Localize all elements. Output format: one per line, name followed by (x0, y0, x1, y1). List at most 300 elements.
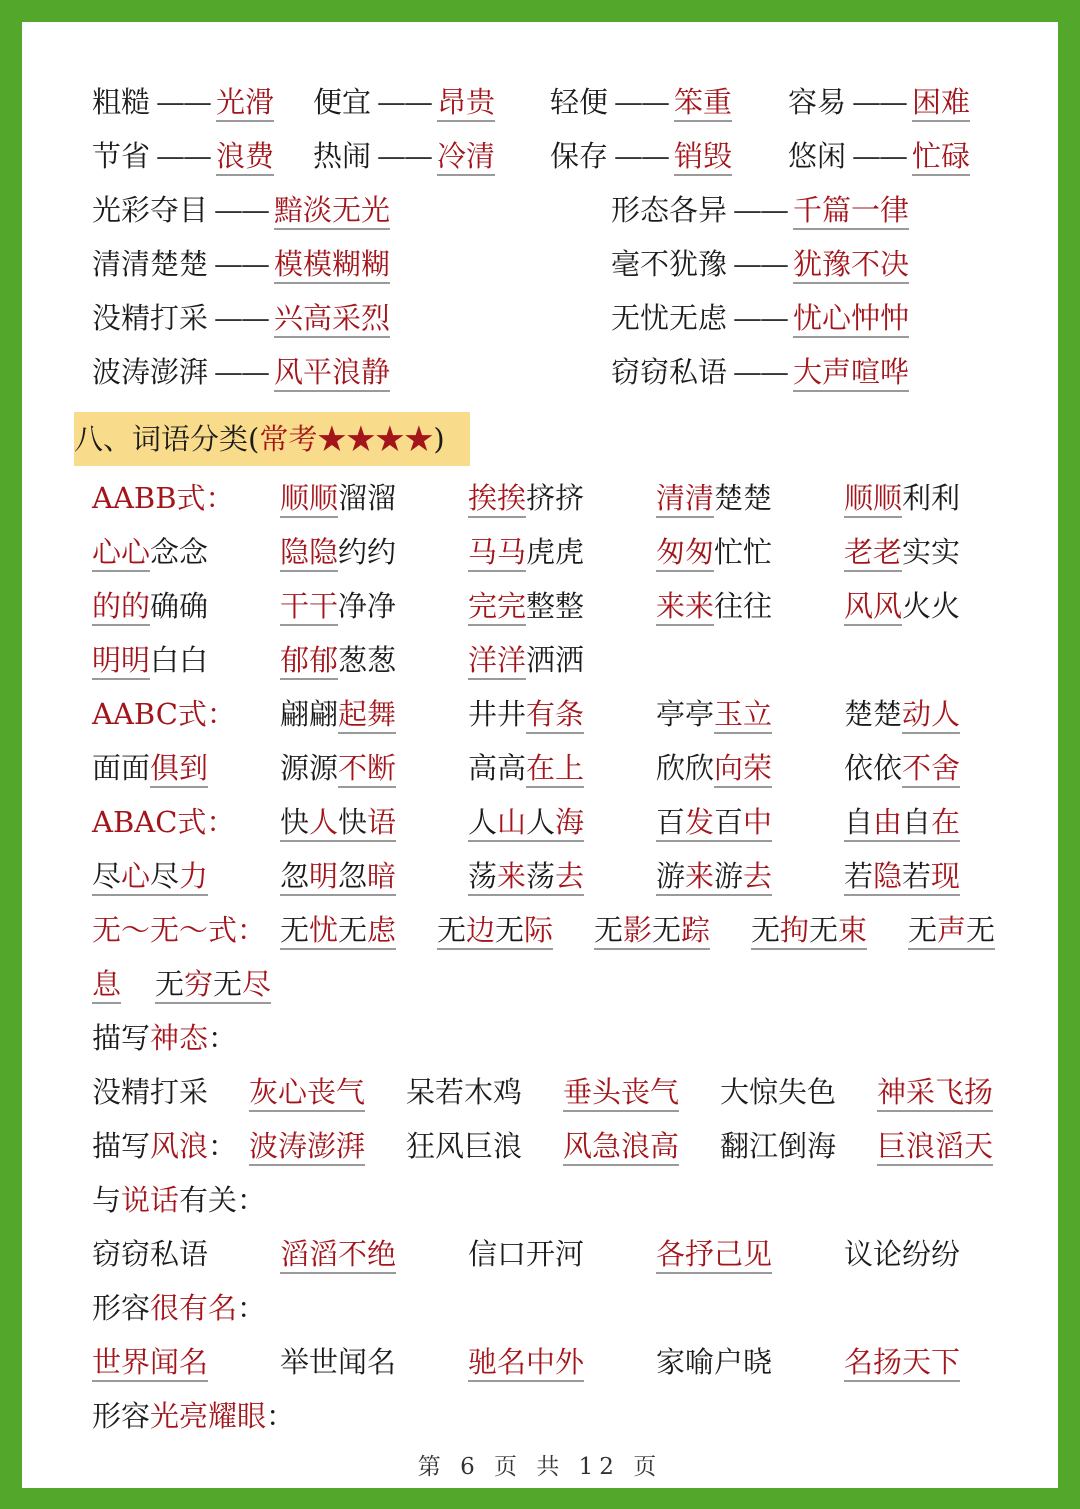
idiom-answer-char: 尽 (242, 967, 272, 1001)
word: 波涛澎湃 (92, 355, 209, 389)
antonym-row (22, 242, 1058, 286)
dash-separator: —— (377, 85, 432, 119)
antonym-pair (313, 80, 495, 124)
idiom-text: 葱葱 (338, 643, 397, 677)
phrase (280, 1232, 396, 1276)
phrase (844, 1340, 960, 1384)
idiom-underlined (656, 859, 772, 896)
idiom-answer-char: 语 (367, 805, 397, 839)
idiom-answer: 顺顺 (280, 481, 338, 518)
idiom-answer: 清清 (656, 481, 714, 518)
subcategory-row-youming (22, 1286, 1058, 1330)
category-row-aabb (22, 476, 1058, 520)
idiom-char: 无 (908, 913, 938, 947)
antonym-answer: 忙碌 (912, 139, 970, 176)
dash-separator: —— (733, 247, 788, 281)
antonym-answer: 销毁 (674, 139, 732, 176)
idiom-answer: 隐隐 (280, 535, 338, 572)
word: 保存 (550, 139, 609, 173)
category-row-abac (22, 800, 1058, 844)
idiom-underlined (468, 805, 584, 842)
star-rating: ★★★★ (317, 422, 434, 456)
idiom-text: 井井 (468, 697, 527, 731)
idiom-answer-char: 声 (937, 913, 967, 947)
category-label (92, 908, 266, 952)
antonym-pair (611, 350, 909, 394)
idiom-answer-char: 去 (743, 859, 773, 893)
phrase-answer: 各抒己见 (656, 1237, 772, 1274)
phrase (468, 1232, 584, 1276)
idiom-answer: 有条 (526, 697, 584, 734)
idiom (280, 908, 396, 952)
idiom (468, 692, 584, 736)
antonym-pair (611, 296, 909, 340)
dash-separator: —— (614, 85, 669, 119)
phrase (92, 1070, 208, 1114)
dash-separator: —— (614, 139, 669, 173)
idiom-char: 百 (656, 805, 686, 839)
subcategory-row-shuohua (22, 1178, 1058, 1222)
idiom-answer-char: 去 (555, 859, 585, 893)
idiom-text: 利利 (902, 481, 961, 515)
phrase-text: 大惊失色 (720, 1075, 837, 1109)
idiom-split-part1 (908, 908, 995, 952)
phrase-answer: 滔滔不绝 (280, 1237, 396, 1274)
word: 清清楚楚 (92, 247, 209, 281)
idiom-char: 游 (656, 859, 686, 893)
idiom-text: 忙忙 (714, 535, 773, 569)
subcategory-row-fenglang (22, 1124, 1058, 1168)
idiom (280, 476, 396, 520)
label-colon: ： (237, 1291, 267, 1325)
idiom-answer: 匆匆 (656, 535, 714, 572)
idiom-answer-char: 中 (743, 805, 773, 839)
idiom (92, 584, 208, 628)
idiom-char: 自 (844, 805, 874, 839)
category-label-text: AABC式： (92, 697, 236, 731)
category-row-wu (22, 962, 1058, 1006)
phrase-text: 窃窃私语 (92, 1237, 209, 1271)
idiom (844, 692, 960, 736)
idiom-char: 无 (809, 913, 839, 947)
page-footer: 第 6 页 共 12 页 (417, 1454, 663, 1480)
dash-separator: —— (852, 85, 907, 119)
idiom-text: 确确 (150, 589, 209, 623)
phrase (406, 1070, 522, 1114)
label-text: 形容 (92, 1291, 151, 1325)
idiom-text: 整整 (526, 589, 585, 623)
idiom-answer: 的的 (92, 589, 150, 626)
idiom-answer: 明明 (92, 643, 150, 680)
idiom-answer: 俱到 (150, 751, 208, 788)
phrase-row-shentai (22, 1070, 1058, 1114)
antonym-row (22, 350, 1058, 394)
idiom (280, 800, 396, 844)
idiom-char: 无 (495, 913, 525, 947)
idiom-answer: 来来 (656, 589, 714, 626)
idiom-underlined (92, 859, 208, 896)
idiom-text: 净净 (338, 589, 397, 623)
dash-separator: —— (156, 139, 211, 173)
idiom (844, 530, 960, 574)
antonym-answer: 笨重 (674, 85, 732, 122)
idiom-text: 实实 (902, 535, 961, 569)
phrase (844, 1232, 960, 1276)
subcategory-label (92, 1016, 237, 1060)
dash-separator: —— (852, 139, 907, 173)
phrase-text: 翻江倒海 (720, 1129, 837, 1163)
idiom-text: 洒洒 (526, 643, 585, 677)
phrase-row-youming (22, 1340, 1058, 1384)
phrase-answer: 驰名中外 (468, 1345, 584, 1382)
idiom-text: 挤挤 (526, 481, 585, 515)
document-page (22, 22, 1058, 1488)
idiom-answer-char: 息 (92, 967, 122, 1001)
dash-separator: —— (377, 139, 432, 173)
category-row-aabc (22, 746, 1058, 790)
antonym-pair (313, 134, 495, 178)
idiom-char: 无 (751, 913, 781, 947)
idiom (844, 584, 960, 628)
idiom-underlined (280, 859, 396, 896)
antonym-answer: 昂贵 (437, 85, 495, 122)
idiom (92, 746, 208, 790)
idiom-char: 无 (594, 913, 624, 947)
label-colon: ： (237, 1183, 267, 1217)
idiom (468, 746, 584, 790)
antonym-answer: 大声喧哗 (793, 355, 909, 392)
idiom-answer-char: 来 (685, 859, 715, 893)
idiom-answer: 向荣 (714, 751, 772, 788)
antonym-pair (92, 80, 274, 124)
phrase (249, 1124, 365, 1168)
word: 便宜 (313, 85, 372, 119)
idiom (656, 800, 772, 844)
idiom (280, 692, 396, 736)
phrase-row-shuohua (22, 1232, 1058, 1276)
idiom-char: 荡 (526, 859, 556, 893)
phrase-text: 没精打采 (92, 1075, 209, 1109)
antonym-pair (92, 242, 390, 286)
word: 轻便 (550, 85, 609, 119)
word: 形态各异 (611, 193, 728, 227)
idiom-char: 无 (155, 967, 185, 1001)
idiom-char: 无 (966, 913, 996, 947)
section-heading-paren-close: ) (433, 422, 445, 456)
idiom (844, 746, 960, 790)
phrase-answer: 灰心丧气 (249, 1075, 365, 1112)
phrase (656, 1232, 772, 1276)
idiom-underlined (844, 805, 960, 842)
idiom-underlined (468, 859, 584, 896)
antonym-row (22, 188, 1058, 232)
idiom-answer: 不断 (338, 751, 396, 788)
antonym-answer: 浪费 (216, 139, 274, 176)
section-heading-paren-open: ( (248, 422, 260, 456)
idiom-char: 自 (902, 805, 932, 839)
idiom (751, 908, 867, 952)
idiom-split-part2 (92, 962, 121, 1006)
label-colon: ： (208, 1021, 238, 1055)
phrase (92, 1340, 208, 1384)
idiom-answer-char: 现 (931, 859, 961, 893)
idiom-char: 忽 (280, 859, 310, 893)
word: 窃窃私语 (611, 355, 728, 389)
subcategory-label (92, 1286, 266, 1330)
idiom (844, 800, 960, 844)
idiom (468, 854, 584, 898)
label-text: 与 (92, 1183, 122, 1217)
idiom (280, 854, 396, 898)
idiom-underlined (92, 967, 121, 1004)
idiom-text: 火火 (902, 589, 961, 623)
idiom (594, 908, 710, 952)
antonym-answer: 犹豫不决 (793, 247, 909, 284)
idiom (92, 638, 208, 682)
phrase (249, 1070, 365, 1114)
dash-separator: —— (214, 247, 269, 281)
category-row-aabb (22, 530, 1058, 574)
idiom-char: 无 (437, 913, 467, 947)
idiom (155, 962, 271, 1006)
dash-separator: —— (733, 301, 788, 335)
idiom-answer-char: 影 (623, 913, 653, 947)
phrase (720, 1124, 836, 1168)
word: 没精打采 (92, 301, 209, 335)
category-row-aabc (22, 692, 1058, 736)
idiom-text: 虎虎 (526, 535, 585, 569)
idiom (844, 476, 960, 520)
idiom-underlined (656, 805, 772, 842)
idiom (656, 746, 772, 790)
phrase-text: 举世闻名 (280, 1345, 397, 1379)
idiom (280, 746, 396, 790)
idiom-answer-char: 边 (466, 913, 496, 947)
subcategory-label (92, 1178, 266, 1222)
antonym-answer: 千篇一律 (793, 193, 909, 230)
category-row-aabb (22, 584, 1058, 628)
antonym-answer: 光滑 (216, 85, 274, 122)
idiom-char: 百 (714, 805, 744, 839)
idiom-answer-char: 明 (309, 859, 339, 893)
phrase-text: 狂风巨浪 (406, 1129, 523, 1163)
subcategory-label (92, 1124, 237, 1168)
idiom-text: 约约 (338, 535, 397, 569)
phrase (563, 1070, 679, 1114)
idiom-answer: 心心 (92, 535, 150, 572)
phrase (92, 1232, 208, 1276)
antonym-pair (550, 80, 732, 124)
idiom-answer-char: 忧 (309, 913, 339, 947)
idiom-underlined (280, 913, 396, 950)
idiom-underlined (155, 967, 271, 1004)
idiom-answer: 老老 (844, 535, 902, 572)
idiom-char: 尽 (92, 859, 122, 893)
antonym-answer: 兴高采烈 (274, 301, 390, 338)
antonym-answer: 忧心忡忡 (793, 301, 909, 338)
idiom-answer: 不舍 (902, 751, 960, 788)
idiom-answer-char: 发 (685, 805, 715, 839)
antonym-row (22, 296, 1058, 340)
idiom-text: 翩翩 (280, 697, 339, 731)
idiom-answer: 干干 (280, 589, 338, 626)
idiom-answer: 马马 (468, 535, 526, 572)
idiom-char: 快 (338, 805, 368, 839)
idiom-answer-char: 心 (121, 859, 151, 893)
idiom-answer: 完完 (468, 589, 526, 626)
idiom-answer: 洋洋 (468, 643, 526, 680)
phrase (877, 1124, 993, 1168)
idiom-text: 白白 (150, 643, 209, 677)
idiom-answer: 风风 (844, 589, 902, 626)
idiom-answer: 挨挨 (468, 481, 526, 518)
label-text: 形容 (92, 1399, 151, 1433)
category-label (92, 692, 236, 736)
idiom (280, 530, 396, 574)
antonym-answer: 冷清 (437, 139, 495, 176)
category-label-text: ABAC式： (92, 805, 236, 839)
label-text: 描写 (92, 1129, 151, 1163)
word: 悠闲 (788, 139, 847, 173)
idiom-char: 荡 (468, 859, 498, 893)
word: 无忧无虑 (611, 301, 728, 335)
phrase (468, 1340, 584, 1384)
word: 容易 (788, 85, 847, 119)
phrase-answer: 垂头丧气 (563, 1075, 679, 1112)
idiom (92, 530, 208, 574)
idiom-text: 依依 (844, 751, 903, 785)
word: 节省 (92, 139, 151, 173)
subcategory-label (92, 1394, 295, 1438)
section-heading (74, 412, 470, 466)
idiom-underlined (594, 913, 710, 950)
idiom-answer-char: 在 (931, 805, 961, 839)
label-highlight: 光亮耀眼 (150, 1399, 267, 1433)
idiom-text: 面面 (92, 751, 151, 785)
dash-separator: —— (214, 193, 269, 227)
idiom-text: 溜溜 (338, 481, 397, 515)
idiom-answer-char: 暗 (367, 859, 397, 893)
idiom-answer-char: 来 (497, 859, 527, 893)
category-label-text: 无～无～式： (92, 913, 267, 947)
idiom-char: 若 (844, 859, 874, 893)
category-label (92, 800, 235, 844)
idiom-char: 快 (280, 805, 310, 839)
phrase-answer: 名扬天下 (844, 1345, 960, 1382)
idiom-answer-char: 踪 (681, 913, 711, 947)
idiom-char: 尽 (150, 859, 180, 893)
category-row-aabb (22, 638, 1058, 682)
phrase (656, 1340, 772, 1384)
phrase (720, 1070, 836, 1114)
subcategory-row-shentai (22, 1016, 1058, 1060)
phrase (877, 1070, 993, 1114)
idiom-answer-char: 力 (179, 859, 209, 893)
dash-separator: —— (733, 355, 788, 389)
idiom-answer-char: 由 (873, 805, 903, 839)
antonym-pair (788, 80, 970, 124)
idiom-underlined (908, 913, 995, 950)
category-label-text: AABB式： (92, 481, 235, 515)
idiom-answer-char: 人 (309, 805, 339, 839)
idiom-char: 游 (714, 859, 744, 893)
antonym-pair (550, 134, 732, 178)
idiom-answer-char: 山 (497, 805, 527, 839)
idiom-underlined (844, 859, 960, 896)
idiom-answer: 起舞 (338, 697, 396, 734)
phrase-answer: 世界闻名 (92, 1345, 208, 1382)
antonym-answer: 困难 (912, 85, 970, 122)
label-text: 有关 (179, 1183, 238, 1217)
section-heading-label: 常考 (259, 422, 318, 456)
idiom-char: 若 (902, 859, 932, 893)
phrase-answer: 巨浪滔天 (877, 1129, 993, 1166)
phrase-answer: 风急浪高 (563, 1129, 679, 1166)
dash-separator: —— (733, 193, 788, 227)
idiom (437, 908, 553, 952)
idiom-answer: 在上 (526, 751, 584, 788)
idiom (656, 530, 772, 574)
label-colon: ： (266, 1399, 296, 1433)
label-highlight: 说话 (121, 1183, 180, 1217)
label-colon: ： (208, 1129, 238, 1163)
idiom (92, 854, 208, 898)
word: 光彩夺目 (92, 193, 209, 227)
idiom-text: 楚楚 (714, 481, 773, 515)
idiom (656, 476, 772, 520)
idiom-answer-char: 海 (555, 805, 585, 839)
label-highlight: 很有名 (150, 1291, 238, 1325)
idiom-text: 欣欣 (656, 751, 715, 785)
idiom-text: 源源 (280, 751, 339, 785)
phrase-answer: 神采飞扬 (877, 1075, 993, 1112)
idiom-char: 忽 (338, 859, 368, 893)
idiom (656, 692, 772, 736)
antonym-pair (611, 242, 909, 286)
word: 热闹 (313, 139, 372, 173)
idiom-answer: 顺顺 (844, 481, 902, 518)
antonym-pair (788, 134, 970, 178)
label-highlight: 神态 (150, 1021, 209, 1055)
antonym-pair (92, 296, 390, 340)
idiom (468, 638, 584, 682)
category-row-wu (22, 908, 1058, 952)
idiom-answer: 郁郁 (280, 643, 338, 680)
idiom-answer: 玉立 (714, 697, 772, 734)
phrase-answer: 波涛澎湃 (249, 1129, 365, 1166)
dash-separator: —— (214, 301, 269, 335)
phrase (563, 1124, 679, 1168)
idiom-char: 人 (526, 805, 556, 839)
word: 粗糙 (92, 85, 151, 119)
idiom-text: 往往 (714, 589, 773, 623)
category-row-abac (22, 854, 1058, 898)
idiom-underlined (437, 913, 553, 950)
idiom-answer-char: 虑 (367, 913, 397, 947)
label-text: 描写 (92, 1021, 151, 1055)
idiom-answer-char: 拘 (780, 913, 810, 947)
antonym-answer: 模模糊糊 (274, 247, 390, 284)
antonym-answer: 风平浪静 (274, 355, 390, 392)
phrase-text: 呆若木鸡 (406, 1075, 523, 1109)
idiom (280, 584, 396, 628)
antonym-pair (92, 188, 390, 232)
idiom-answer-char: 束 (838, 913, 868, 947)
idiom-char: 无 (652, 913, 682, 947)
idiom-char: 人 (468, 805, 498, 839)
idiom-text: 楚楚 (844, 697, 903, 731)
antonym-pair (92, 134, 274, 178)
